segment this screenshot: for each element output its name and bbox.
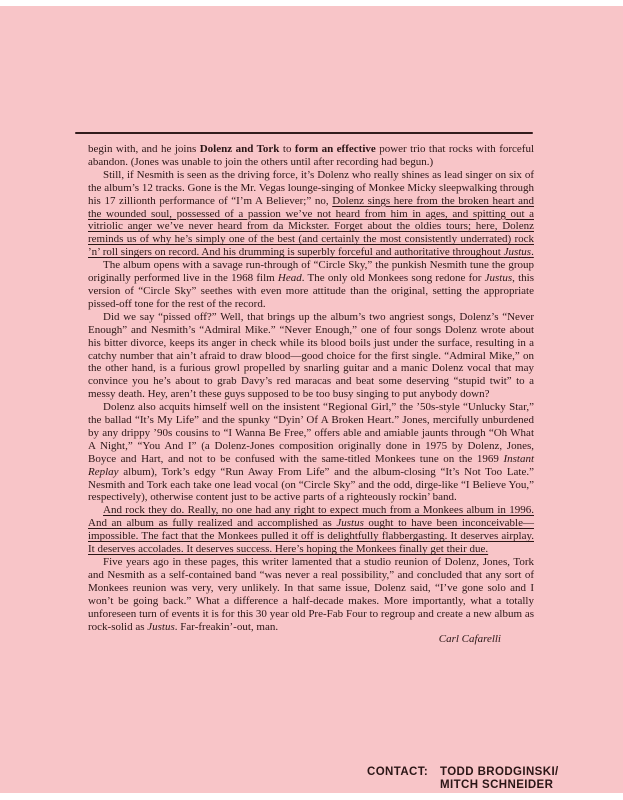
article-paragraph (88, 311, 534, 401)
article-text-segment: Instant Replay (88, 452, 534, 478)
contact-label: CONTACT: (367, 766, 429, 778)
article-paragraph (88, 169, 534, 259)
article-text-segment: , this version of “Circle Sky” seethes with even more attitude than the original, setting the appropriate pissed-off tone for the rest of the record. (88, 272, 534, 310)
article-paragraph (88, 504, 534, 556)
article-paragraph (88, 259, 534, 311)
article-text-segment: Justus (503, 246, 532, 259)
article-paragraph (88, 556, 534, 633)
article-body (88, 143, 534, 646)
article-text-segment: The album opens with a savage run-through of “Circle Sky,” the punkish Nesmith tune the group originally performed live in the 1968 film (88, 259, 534, 285)
article-text-segment: Carl Cafarelli (438, 633, 501, 646)
article-text-segment: . (531, 246, 534, 259)
article-text-segment: Justus (484, 272, 513, 285)
contact-name-1: TODD BRODGINSKI/ (440, 766, 559, 778)
article-text-segment: . The only old Monkees song redone for (301, 272, 485, 285)
scanned-pink-page (0, 6, 623, 793)
author-signature (88, 633, 534, 646)
contact-names (440, 766, 559, 792)
article-paragraph (88, 143, 534, 169)
article-text-segment: Dolenz and Tork (199, 143, 280, 155)
article-text-segment: Still, if Nesmith is seen as the driving force, it’s Dolenz who really shines as lead singer on six of the album’s 12 tracks. Gone is the Mr. Vegas lounge-singing of Monkee Micky sleepwalking through his 17 zillionth performance of “I’m A Believer;” no, (88, 168, 534, 207)
article-paragraph (88, 401, 534, 504)
article-text-segment: Five years ago in these pages, this writer lamented that a studio reunion of Dolenz, Jones, Tork and Nesmith as a self-contained band “was never a real possibility,” and concluded that any sort of Monkees reunion was very, very unlikely. In that same issue, Dolenz said, “I’ve gone solo and I won’t be going back.” What a difference a half-decade makes. More importantly, what a totally unforeseen turn of events it is for this 30 year old Pre-Fab Four to regroup and create a new album as rock-solid as (88, 556, 534, 633)
article-text-segment: to (279, 143, 295, 155)
article-text-segment: begin with, and he joins (88, 143, 200, 155)
article-text-segment: album), Tork’s edgy “Run Away From Life” and the album-closing “It’s Not Too Late.” Nesmith and Tork each take one lead vocal (on “Circle Sky” and the odd, dirge-like “I Believe You,” respectively), otherwise content just to be active parts of a righteously rockin’ band. (88, 465, 534, 504)
article-text-segment: Did we say “pissed off?” Well, that brings up the album’s two angriest songs, Dolenz’s “Never Enough” and Nesmith’s “Admiral Mike.” “Never Enough,” one of four songs Dolenz wrote about his bitter divorce, keeps its anger in check while its blood boils just under the surface, resulting in a catchy number that ain’t afraid to draw blood—good choice for the first single. “Admiral Mike,” on the other hand, is a furious growl propelled by snarling guitar and a manic Dolenz vocal that may convince you he’s about to grab Davy’s red maracas and beat some deserving “stupid twit” to a messy death. Hey, aren’t these guys supposed to be too busy singing to put anybody down? (88, 310, 534, 401)
article-text-segment: Head (277, 272, 302, 285)
contact-block (367, 766, 559, 792)
article-text-segment: And rock they do. Really, no one had any right to expect much from a Monkees album in 1996. And an album as fully realized and accomplished as (88, 504, 534, 530)
article-text-segment: power trio that rocks with forceful abandon. (Jones was unable to join the others until after recording had begun.) (88, 143, 535, 168)
article-text-segment: ought to have been inconceivable—impossible. The fact that the Monkees pulled it off is delightfully flabbergasting. It deserves airplay. It deserves accolades. It deserves success. Here’s hoping the Monkees finally get their due. (88, 517, 534, 556)
contact-name-2: MITCH SCHNEIDER (440, 779, 554, 791)
article-text-segment: Dolenz also acquits himself well on the insistent “Regional Girl,” the ’50s-style “Unlucky Star,” the ballad “It’s My Life” and the spunky “Dyin’ Of A Broken Heart.” Jones, mercifully unburdened by any drippy ’90s cousins to “I Wanna Be Free,” offers able and amiable jaunts through “Oh What A Night,” “You And I” (a Dolenz-Jones composition originally done in 1975 by Dolenz, Jones, Boyce and Hart, and not to be confused with the same-titled Monkees tune on the 1969 (88, 401, 534, 465)
article-text-segment: Justus (336, 517, 364, 530)
horizontal-rule (75, 132, 533, 134)
article-text-segment: . Far-freakin’-out, man. (174, 620, 279, 633)
article-text-segment: form an effective (294, 143, 376, 155)
article-text-segment: Dolenz sings here from the broken heart and the wounded soul, possessed of a passion we’ve not heard from him in ages, and spitting out a vitriolic anger we’ve never heard from da Mickster. Forget about the oldies tours; here, Dolenz reminds us of why he’s simply one of the best (and certainly the most consistently underrated) rock ’n’ roll singers on record. And his drumming is superbly forceful and authoritative throughout (88, 194, 535, 259)
article-text-segment: Justus (147, 620, 175, 633)
